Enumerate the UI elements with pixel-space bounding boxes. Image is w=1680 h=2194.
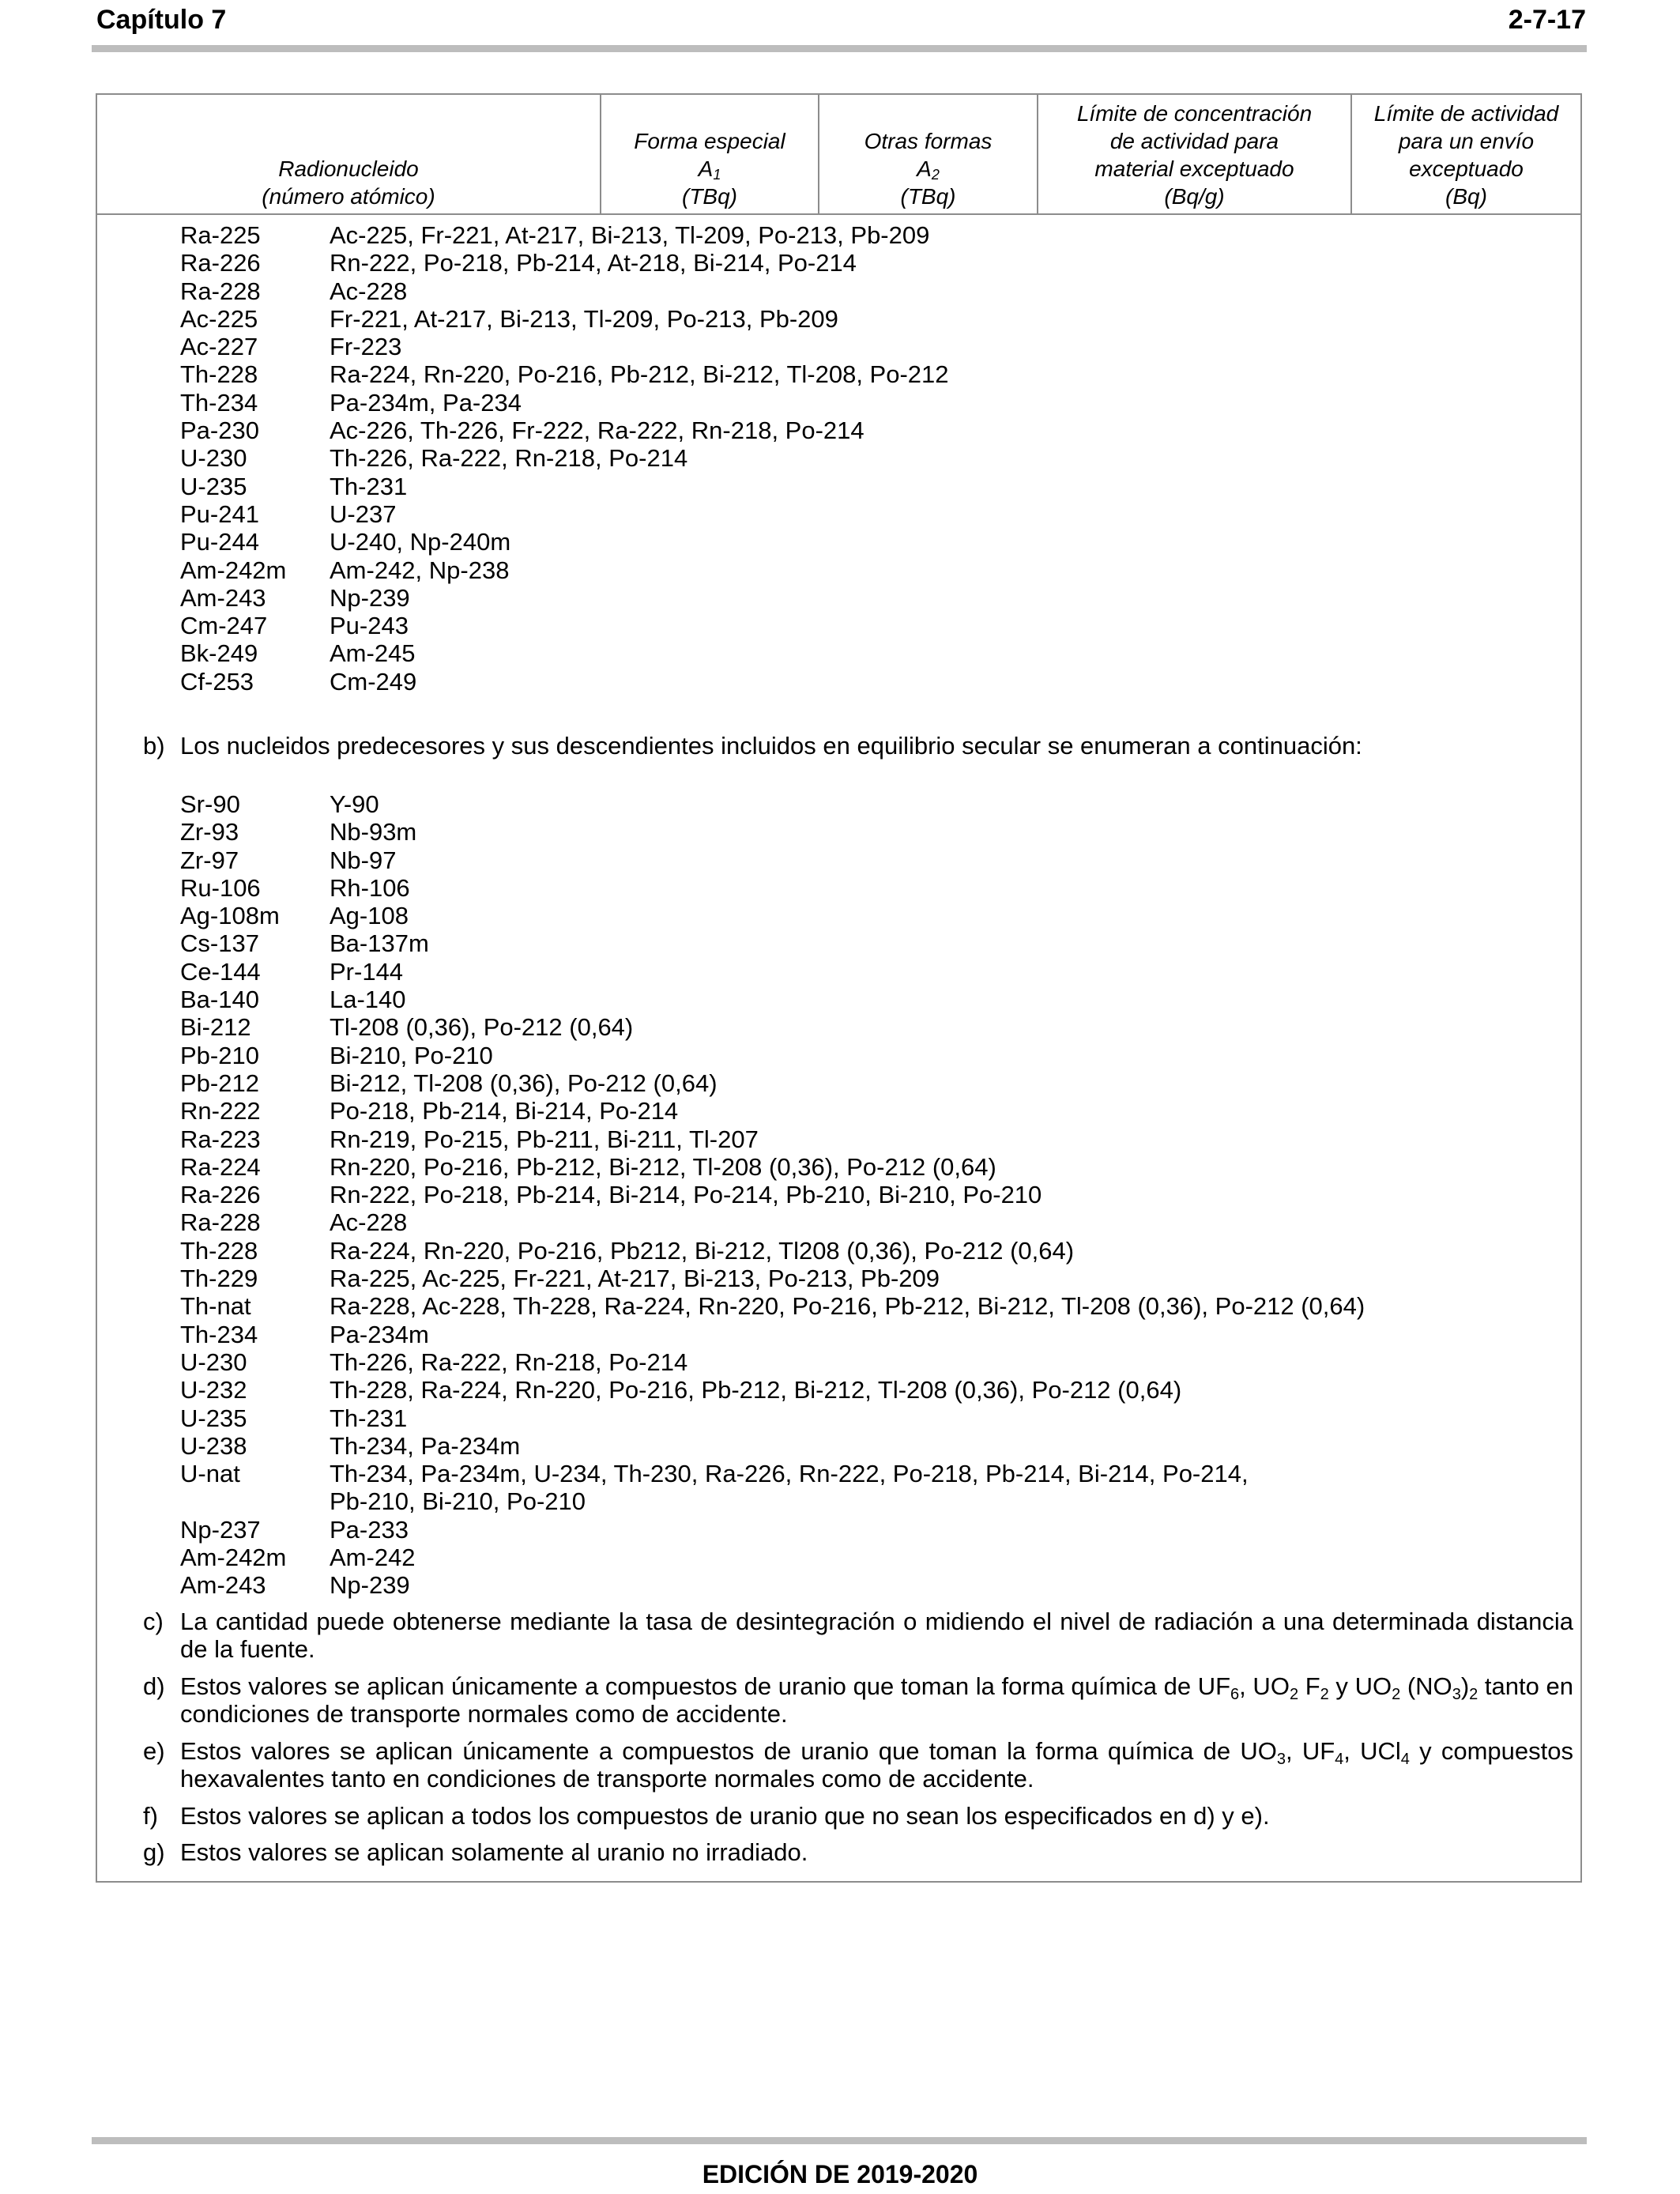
parent-nuclide: Cm-247 xyxy=(180,612,268,640)
nuclide-row xyxy=(97,1404,1580,1432)
note-c xyxy=(143,1608,1573,1663)
progeny-nuclides: Th-231 xyxy=(330,1404,408,1432)
subscript: 4 xyxy=(1335,1751,1344,1768)
progeny-nuclides: U-240, Np-240m xyxy=(330,528,511,556)
parent-nuclide: Ba-140 xyxy=(180,986,259,1014)
parent-nuclide: Np-237 xyxy=(180,1515,261,1544)
nuclide-row xyxy=(97,417,1580,444)
column-header-line: Otras formas xyxy=(864,129,993,153)
nuclide-row xyxy=(97,902,1580,929)
parent-nuclide: Cf-253 xyxy=(180,667,254,696)
column-header-line: Límite de concentración xyxy=(1076,101,1313,126)
symbol-text: A xyxy=(917,156,932,181)
nuclide-row xyxy=(97,1376,1580,1404)
edition-footer: EDICIÓN DE 2019-2020 xyxy=(702,2160,978,2188)
nuclide-row xyxy=(97,360,1580,388)
progeny-nuclides: Cm-249 xyxy=(330,667,417,696)
subscript: 3 xyxy=(1276,1751,1286,1768)
progeny-nuclides: Np-239 xyxy=(330,583,410,612)
nuclide-row xyxy=(97,1013,1580,1041)
note-label: c) xyxy=(143,1608,164,1635)
symbol-subscript: 1 xyxy=(713,167,721,183)
parent-nuclide: Th-234 xyxy=(180,1320,258,1348)
parent-nuclide: Pu-244 xyxy=(180,528,259,556)
parent-nuclide: Ra-228 xyxy=(180,1208,261,1237)
parent-nuclide: Ru-106 xyxy=(180,873,261,902)
nuclide-row xyxy=(97,1042,1580,1069)
progeny-nuclides: Nb-93m xyxy=(330,818,417,846)
parent-nuclide: Ce-144 xyxy=(180,957,261,986)
progeny-nuclides: Bi-210, Po-210 xyxy=(330,1041,493,1069)
parent-nuclide: Th-228 xyxy=(180,360,258,389)
symbol-text: A xyxy=(698,156,714,181)
column-header-symbol xyxy=(699,155,721,183)
subscript: 6 xyxy=(1230,1686,1240,1703)
nuclide-row xyxy=(97,1544,1580,1571)
page-number: 2-7-17 xyxy=(1508,5,1586,35)
progeny-nuclides: Ra-224, Rn-220, Po-216, Pb212, Bi-212, Tl208 (0,36), Po-212 (0,64) xyxy=(330,1236,1075,1265)
progeny-nuclides: Y-90 xyxy=(330,790,379,818)
symbol-subscript: 2 xyxy=(931,167,940,183)
note-text-part: y UO xyxy=(1328,1672,1392,1700)
progeny-nuclides: Bi-212, Tl-208 (0,36), Po-212 (0,64) xyxy=(330,1069,718,1097)
nuclide-row xyxy=(97,389,1580,417)
nuclide-row xyxy=(97,1097,1580,1125)
note-text-part: ) xyxy=(1460,1672,1470,1700)
subscript: 4 xyxy=(1400,1751,1410,1768)
note-text-part: , UO xyxy=(1239,1672,1290,1700)
nuclide-row xyxy=(97,818,1580,846)
parent-nuclide: Rn-222 xyxy=(180,1097,261,1125)
nuclide-row xyxy=(97,528,1580,556)
note-f xyxy=(143,1802,1573,1830)
progeny-nuclides: Th-231 xyxy=(330,472,408,500)
table-header xyxy=(97,95,1580,215)
note-text: Los nucleidos predecesores y sus descendientes incluidos en equilibrio secular se enumeran a continuación: xyxy=(180,732,1362,760)
parent-nuclide: Ra-226 xyxy=(180,1181,261,1209)
progeny-nuclides: Tl-208 (0,36), Po-212 (0,64) xyxy=(330,1013,634,1042)
column-header-line: (Bq) xyxy=(1445,184,1487,209)
column-header-line: Forma especial xyxy=(634,129,785,153)
note-text xyxy=(180,1672,1573,1728)
column-header-symbol xyxy=(917,155,940,183)
column-header-line: Límite de actividad xyxy=(1373,101,1559,126)
parent-nuclide xyxy=(97,1487,330,1515)
progeny-nuclides: Fr-223 xyxy=(330,333,402,361)
parent-nuclide: Th-229 xyxy=(180,1265,258,1293)
note-text: Estos valores se aplican solamente al uranio no irradiado. xyxy=(180,1838,808,1866)
parent-nuclide: Ra-226 xyxy=(180,249,261,277)
parent-nuclide: Pu-241 xyxy=(180,499,259,528)
progeny-nuclides: Ra-228, Ac-228, Th-228, Ra-224, Rn-220, Po-216, Pb-212, Bi-212, Tl-208 (0,36), Po-212 (0,64) xyxy=(330,1292,1365,1321)
progeny-nuclides: Ac-228 xyxy=(330,1208,408,1237)
nuclide-row xyxy=(97,556,1580,584)
progeny-nuclides: U-237 xyxy=(330,499,397,528)
parent-progeny-list-b xyxy=(97,790,1580,1600)
nuclide-row xyxy=(97,1181,1580,1208)
nuclide-row xyxy=(97,958,1580,986)
parent-nuclide: Th-nat xyxy=(180,1292,251,1321)
note-label: f) xyxy=(143,1802,158,1830)
note-label: e) xyxy=(143,1737,165,1765)
nuclide-row xyxy=(97,1237,1580,1265)
nuclide-row xyxy=(97,1487,1580,1515)
note-text xyxy=(180,1737,1573,1793)
column-header-unit: (TBq) xyxy=(900,184,956,209)
parent-nuclide: Pb-210 xyxy=(180,1041,259,1069)
nuclide-row xyxy=(97,1460,1580,1487)
nuclide-row xyxy=(97,986,1580,1013)
nuclide-row xyxy=(97,1348,1580,1376)
progeny-nuclides: Np-239 xyxy=(330,1571,410,1600)
progeny-nuclides: Rh-106 xyxy=(330,873,410,902)
note-label: g) xyxy=(143,1838,165,1866)
progeny-nuclides: La-140 xyxy=(330,986,406,1014)
subscript: 3 xyxy=(1452,1686,1461,1703)
parent-nuclide: Ra-228 xyxy=(180,277,261,305)
parent-nuclide: Bk-249 xyxy=(180,639,258,668)
parent-nuclide: U-232 xyxy=(180,1376,247,1404)
note-text: La cantidad puede obtenerse mediante la tasa de desintegración o midiendo el nivel de radiación a una determinada distancia de la fuente. xyxy=(180,1608,1573,1663)
nuclide-row xyxy=(97,1292,1580,1320)
progeny-nuclides: Am-242 xyxy=(330,1544,416,1572)
parent-nuclide: U-235 xyxy=(180,1404,247,1432)
nuclide-row xyxy=(97,612,1580,639)
parent-nuclide: Ra-225 xyxy=(180,221,261,249)
column-header-consignment-limit xyxy=(1350,95,1580,213)
nuclide-row xyxy=(97,846,1580,874)
progeny-nuclides: Pb-210, Bi-210, Po-210 xyxy=(330,1487,586,1516)
note-d xyxy=(143,1672,1573,1728)
parent-nuclide: U-230 xyxy=(180,1348,247,1376)
parent-nuclide: Pa-230 xyxy=(180,417,259,445)
note-text-part: (NO xyxy=(1400,1672,1452,1700)
nuclide-row xyxy=(97,500,1580,528)
parent-nuclide: Ag-108m xyxy=(180,902,280,930)
progeny-nuclides: Th-226, Ra-222, Rn-218, Po-214 xyxy=(330,1348,688,1376)
progeny-nuclides: Th-228, Ra-224, Rn-220, Po-216, Pb-212, Bi-212, Tl-208 (0,36), Po-212 (0,64) xyxy=(330,1376,1182,1404)
note-b xyxy=(143,732,1573,760)
progeny-nuclides: Th-234, Pa-234m, U-234, Th-230, Ra-226, Rn-222, Po-218, Pb-214, Bi-214, Po-214, xyxy=(330,1460,1249,1488)
nuclide-row xyxy=(97,473,1580,500)
nuclide-row xyxy=(97,1208,1580,1236)
column-header-a1 xyxy=(600,95,818,213)
nuclide-row xyxy=(97,1153,1580,1181)
note-text-part: F xyxy=(1298,1672,1320,1700)
progeny-nuclides: Ra-224, Rn-220, Po-216, Pb-212, Bi-212, Tl-208, Po-212 xyxy=(330,360,949,389)
note-g xyxy=(143,1838,1573,1866)
nuclide-row xyxy=(97,444,1580,472)
subscript: 2 xyxy=(1320,1686,1329,1703)
parent-nuclide: Pb-212 xyxy=(180,1069,259,1097)
note-e xyxy=(143,1737,1573,1793)
nuclide-row xyxy=(97,1125,1580,1153)
footer-rule xyxy=(92,2137,1587,2144)
parent-nuclide: Am-242m xyxy=(180,556,287,584)
progeny-nuclides: Po-218, Pb-214, Bi-214, Po-214 xyxy=(330,1097,679,1125)
parent-nuclide: Ac-225 xyxy=(180,304,258,333)
subscript: 2 xyxy=(1289,1686,1299,1703)
column-header-line: material exceptuado xyxy=(1094,156,1294,181)
progeny-nuclides: Nb-97 xyxy=(330,846,397,874)
nuclide-row xyxy=(97,277,1580,305)
nuclide-row xyxy=(97,1265,1580,1292)
progeny-nuclides: Rn-222, Po-218, Pb-214, Bi-214, Po-214, Pb-210, Bi-210, Po-210 xyxy=(330,1181,1042,1209)
chapter-title: Capítulo 7 xyxy=(96,5,227,35)
progeny-nuclides: Rn-222, Po-218, Pb-214, At-218, Bi-214, Po-214 xyxy=(330,249,857,277)
nuclide-row xyxy=(97,1321,1580,1348)
column-header-unit: (TBq) xyxy=(682,184,737,209)
progeny-nuclides: Pr-144 xyxy=(330,957,404,986)
column-header-line: exceptuado xyxy=(1409,156,1524,181)
progeny-nuclides: Fr-221, At-217, Bi-213, Tl-209, Po-213, Pb-209 xyxy=(330,304,838,333)
nuclide-row xyxy=(97,221,1580,249)
column-header-radionuclide xyxy=(97,95,600,213)
progeny-nuclides: Ac-228 xyxy=(330,277,408,305)
nuclide-row xyxy=(97,584,1580,612)
nuclide-row xyxy=(97,1069,1580,1097)
note-label: d) xyxy=(143,1672,165,1700)
parent-nuclide: Sr-90 xyxy=(180,790,240,818)
nuclide-row xyxy=(97,929,1580,957)
parent-nuclide: Cs-137 xyxy=(180,929,259,958)
nuclide-row xyxy=(97,305,1580,333)
progeny-nuclides: Pa-234m xyxy=(330,1320,429,1348)
note-text-part: , UCl xyxy=(1343,1737,1401,1765)
parent-nuclide: Zr-97 xyxy=(180,846,239,874)
column-header-line: Radionucleido xyxy=(278,156,419,181)
note-text: Estos valores se aplican a todos los compuestos de uranio que no sean los especificados en d) y e). xyxy=(180,1802,1270,1830)
parent-nuclide: Th-234 xyxy=(180,388,258,417)
column-header-line: (Bq/g) xyxy=(1164,184,1225,209)
parent-nuclide: Ra-223 xyxy=(180,1125,261,1153)
subscript: 2 xyxy=(1469,1686,1478,1703)
table-frame xyxy=(96,93,1582,1883)
nuclide-row xyxy=(97,333,1580,360)
parent-nuclide: Ra-224 xyxy=(180,1152,261,1181)
parent-nuclide: Th-228 xyxy=(180,1236,258,1265)
progeny-nuclides: Pa-233 xyxy=(330,1515,409,1544)
column-header-line: para un envío xyxy=(1398,129,1535,153)
parent-nuclide: Zr-93 xyxy=(180,818,239,846)
note-text-part: y compuestos hexavalentes tanto en condiciones de transporte normales como de accidente. xyxy=(180,1737,1573,1793)
parent-nuclide: U-238 xyxy=(180,1431,247,1460)
nuclide-row xyxy=(97,249,1580,277)
progeny-nuclides: Pu-243 xyxy=(330,612,409,640)
parent-nuclide: Ac-227 xyxy=(180,333,258,361)
header-rule xyxy=(92,45,1587,52)
nuclide-row xyxy=(97,639,1580,667)
nuclide-row xyxy=(97,1571,1580,1599)
parent-nuclide: Am-242m xyxy=(180,1544,287,1572)
note-text-part: Estos valores se aplican únicamente a compuestos de uranio que toman la forma química de UF xyxy=(180,1672,1231,1700)
progeny-nuclides: Am-242, Np-238 xyxy=(330,556,510,584)
nuclide-row xyxy=(97,874,1580,902)
column-header-a2 xyxy=(818,95,1037,213)
column-header-line: (número atómico) xyxy=(262,184,435,209)
column-header-concentration-limit xyxy=(1037,95,1350,213)
parent-nuclide: U-235 xyxy=(180,472,247,500)
progeny-nuclides: Ag-108 xyxy=(330,902,409,930)
progeny-nuclides: Th-226, Ra-222, Rn-218, Po-214 xyxy=(330,444,688,473)
parent-progeny-list-a xyxy=(97,221,1580,696)
progeny-nuclides: Rn-220, Po-216, Pb-212, Bi-212, Tl-208 (0,36), Po-212 (0,64) xyxy=(330,1152,996,1181)
parent-nuclide: U-nat xyxy=(180,1460,240,1488)
progeny-nuclides: Pa-234m, Pa-234 xyxy=(330,388,522,417)
nuclide-row xyxy=(97,668,1580,696)
column-header-line: de actividad para xyxy=(1109,129,1279,153)
nuclide-row xyxy=(97,1432,1580,1460)
progeny-nuclides: Am-245 xyxy=(330,639,416,668)
parent-nuclide: Am-243 xyxy=(180,1571,266,1600)
note-label: b) xyxy=(143,732,165,760)
nuclide-row xyxy=(97,790,1580,818)
progeny-nuclides: Ac-225, Fr-221, At-217, Bi-213, Tl-209, Po-213, Pb-209 xyxy=(330,221,930,249)
progeny-nuclides: Ac-226, Th-226, Fr-222, Ra-222, Rn-218, Po-214 xyxy=(330,417,864,445)
subscript: 2 xyxy=(1392,1686,1401,1703)
progeny-nuclides: Ba-137m xyxy=(330,929,429,958)
parent-nuclide: Bi-212 xyxy=(180,1013,251,1042)
progeny-nuclides: Ra-225, Ac-225, Fr-221, At-217, Bi-213, Po-213, Pb-209 xyxy=(330,1265,940,1293)
progeny-nuclides: Rn-219, Po-215, Pb-211, Bi-211, Tl-207 xyxy=(330,1125,759,1153)
nuclide-row xyxy=(97,1516,1580,1544)
parent-nuclide: Am-243 xyxy=(180,583,266,612)
progeny-nuclides: Th-234, Pa-234m xyxy=(330,1431,521,1460)
parent-nuclide: U-230 xyxy=(180,444,247,473)
note-text-part: Estos valores se aplican únicamente a compuestos de uranio que toman la forma química de UO xyxy=(180,1737,1277,1765)
note-text-part: tanto en condiciones de transporte normales como de accidente. xyxy=(180,1672,1573,1728)
note-text-part: , UF xyxy=(1285,1737,1335,1765)
